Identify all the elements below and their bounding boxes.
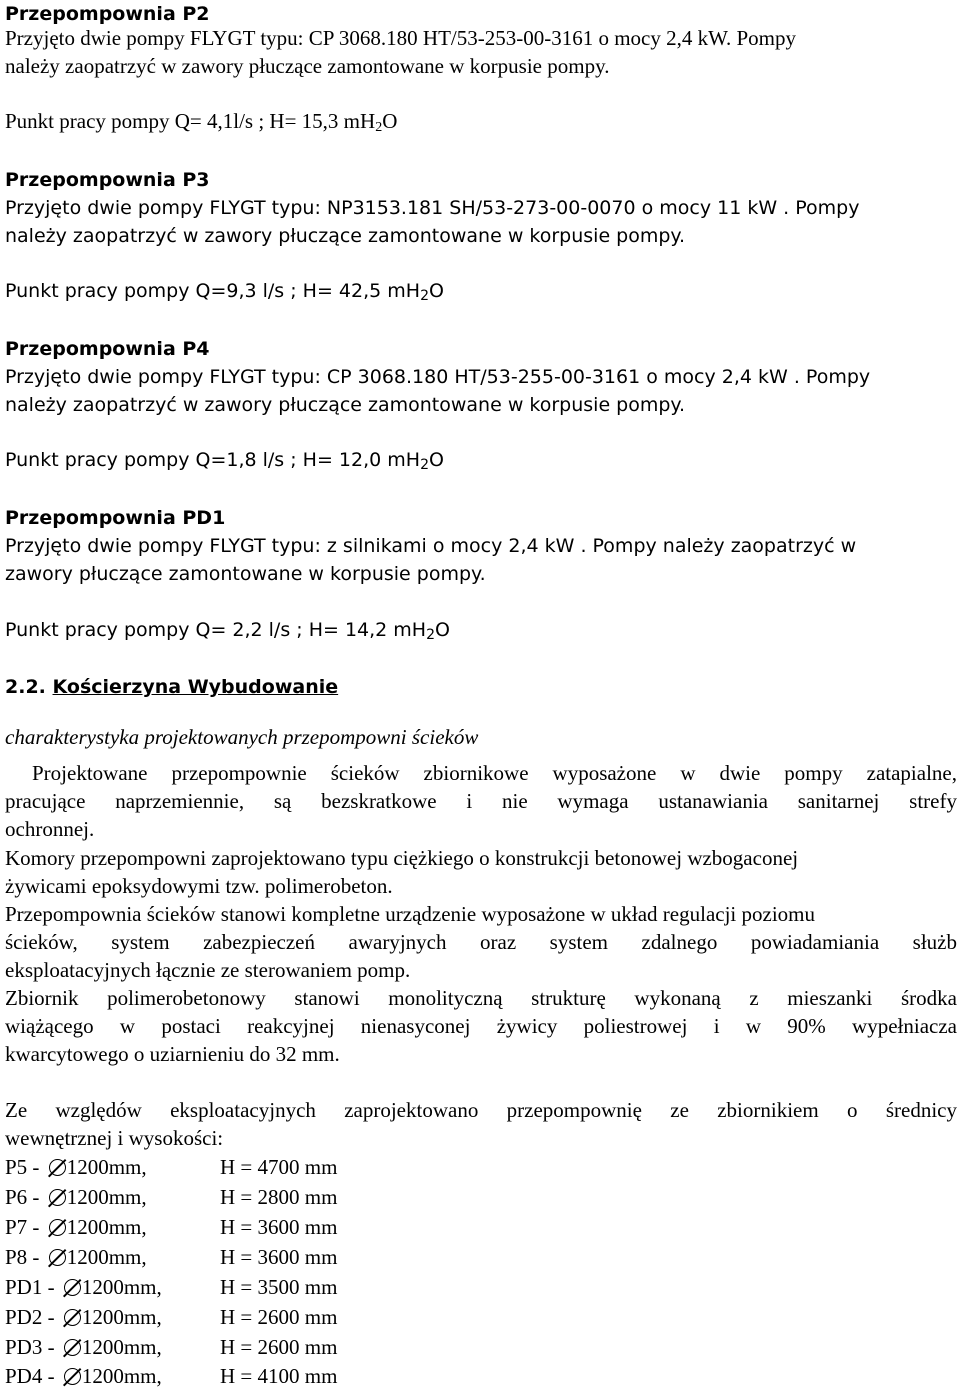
tank-height: H = 2600 mm bbox=[220, 1335, 338, 1359]
p3-desc-line1: Przyjęto dwie pompy FLYGT typu: NP3153.181 SH/53-273-00-0070 o mocy 11 kW . Pompy bbox=[5, 197, 860, 219]
pd1-work-sub: 2 bbox=[426, 627, 436, 643]
p3-work-sub: 2 bbox=[420, 288, 429, 304]
para4-line2: wiążącego w postaci reakcyjnej nienasyconej żywicy poliestrowej i w 90% wypełniacza bbox=[5, 1014, 957, 1038]
p3-desc-line2: należy zaopatrzyć w zawory płuczące zamontowane w korpusie pompy. bbox=[5, 225, 686, 247]
diameter-symbol-icon bbox=[49, 1219, 66, 1236]
tank-diameter: 1200mm, bbox=[66, 1245, 147, 1269]
tank-diameter: 1200mm, bbox=[81, 1364, 162, 1388]
pd1-work-point bbox=[5, 616, 957, 644]
heading-p4: Przepompownia P4 bbox=[5, 338, 210, 360]
tank-id: P8 - bbox=[5, 1245, 45, 1269]
para2-line1: Komory przepompowni zaprojektowano typu ciężkiego o konstrukcji betonowej wzbogaconej bbox=[5, 846, 799, 870]
tank-diameter: 1200mm, bbox=[81, 1305, 162, 1329]
heading-p2: Przepompownia P2 bbox=[5, 3, 210, 25]
para4-line1: Zbiornik polimerobetonowy stanowi monolityczną strukturę wykonaną z mieszanki środka bbox=[5, 986, 957, 1010]
para3-line3: eksploatacyjnych łącznie ze sterowaniem pomp. bbox=[5, 958, 411, 982]
tank-diameter: 1200mm, bbox=[81, 1335, 162, 1359]
diameter-symbol-icon bbox=[49, 1249, 66, 1266]
para1-line2: pracujące naprzemiennie, są bezskratkowe i nie wymaga ustanawiania sanitarnej strefy bbox=[5, 789, 957, 813]
section-subtitle: charakterystyka projektowanych przepompowni ścieków bbox=[5, 725, 479, 749]
para3-line2: ścieków, system zabezpieczeń awaryjnych oraz system zdalnego powiadamiania służb bbox=[5, 930, 957, 954]
p2-work-point bbox=[5, 107, 957, 135]
tank-id: PD1 - bbox=[5, 1275, 60, 1299]
p4-work-tail: O bbox=[428, 449, 444, 471]
p2-desc-line2: należy zaopatrzyć w zawory płuczące zamontowane w korpusie pompy. bbox=[5, 54, 610, 78]
p2-work-tail: O bbox=[382, 109, 398, 133]
section-title: Kościerzyna Wybudowanie bbox=[52, 676, 339, 698]
tank-height: H = 4100 mm bbox=[220, 1364, 338, 1388]
diameter-symbol-icon bbox=[49, 1189, 66, 1206]
p3-work-tail: O bbox=[428, 280, 444, 302]
tank-id: P5 - bbox=[5, 1155, 45, 1179]
para1-line3: ochronnej. bbox=[5, 817, 95, 841]
pd1-work-tail: O bbox=[435, 619, 450, 641]
para5-line1: Ze względów eksploatacyjnych zaprojektowano przepompownię ze zbiornikiem o średnicy bbox=[5, 1098, 957, 1122]
tank-height: H = 3600 mm bbox=[220, 1215, 338, 1239]
diameter-symbol-icon bbox=[49, 1159, 66, 1176]
p3-work-point bbox=[5, 277, 957, 305]
tank-height: H = 4700 mm bbox=[220, 1155, 338, 1179]
diameter-symbol-icon bbox=[64, 1368, 81, 1385]
diameter-symbol-icon bbox=[64, 1309, 81, 1326]
tank-diameter: 1200mm, bbox=[66, 1215, 147, 1239]
para4-line3: kwarcytowego o uziarnieniu do 32 mm. bbox=[5, 1042, 340, 1066]
pd1-desc-line2: zawory płuczące zamontowane w korpusie pompy. bbox=[5, 563, 486, 585]
tank-diameter: 1200mm, bbox=[66, 1155, 147, 1179]
p2-work-text: Punkt pracy pompy Q= 4,1l/s ; H= 15,3 mH bbox=[5, 109, 376, 133]
p2-desc-line1: Przyjęto dwie pompy FLYGT typu: CP 3068.180 HT/53-253-00-3161 o mocy 2,4 kW. Pompy bbox=[5, 26, 797, 50]
p4-desc-line2: należy zaopatrzyć w zawory płuczące zamontowane w korpusie pompy. bbox=[5, 394, 686, 416]
pd1-desc-line1: Przyjęto dwie pompy FLYGT typu: z silnikami o mocy 2,4 kW . Pompy należy zaopatrzyć w bbox=[5, 535, 857, 557]
diameter-symbol-icon bbox=[64, 1339, 81, 1356]
section-number: 2.2. bbox=[5, 676, 46, 698]
para1-line1: Projektowane przepompownie ścieków zbiornikowe wyposażone w dwie pompy zatapialne, bbox=[32, 761, 957, 785]
tank-id: PD2 - bbox=[5, 1305, 60, 1329]
tank-id: PD3 - bbox=[5, 1335, 60, 1359]
diameter-symbol-icon bbox=[64, 1279, 81, 1296]
p4-desc-line1: Przyjęto dwie pompy FLYGT typu: CP 3068.180 HT/53-255-00-3161 o mocy 2,4 kW . Pompy bbox=[5, 366, 871, 388]
para5-line2: wewnętrznej i wysokości: bbox=[5, 1126, 224, 1150]
tank-height: H = 3600 mm bbox=[220, 1245, 338, 1269]
p2-work-sub: 2 bbox=[375, 120, 383, 135]
tank-id: P7 - bbox=[5, 1215, 45, 1239]
heading-pd1: Przepompownia PD1 bbox=[5, 507, 226, 529]
p4-work-text: Punkt pracy pompy Q=1,8 l/s ; H= 12,0 mH bbox=[5, 449, 421, 471]
tank-id: P6 - bbox=[5, 1185, 45, 1209]
tank-diameter: 1200mm, bbox=[81, 1275, 162, 1299]
heading-p3: Przepompownia P3 bbox=[5, 169, 210, 191]
tank-diameter: 1200mm, bbox=[66, 1185, 147, 1209]
pd1-work-text: Punkt pracy pompy Q= 2,2 l/s ; H= 14,2 mH bbox=[5, 619, 427, 641]
tank-id: PD4 - bbox=[5, 1364, 60, 1388]
para3-line1: Przepompownia ścieków stanowi kompletne urządzenie wyposażone w układ regulacji poziomu bbox=[5, 902, 816, 926]
tank-height: H = 2600 mm bbox=[220, 1305, 338, 1329]
tank-height: H = 3500 mm bbox=[220, 1275, 338, 1299]
p4-work-point bbox=[5, 446, 957, 474]
para2-line2: żywicami epoksydowymi tzw. polimerobeton. bbox=[5, 874, 393, 898]
p3-work-text: Punkt pracy pompy Q=9,3 l/s ; H= 42,5 mH bbox=[5, 280, 421, 302]
section-heading bbox=[5, 673, 957, 701]
tank-height: H = 2800 mm bbox=[220, 1185, 338, 1209]
p4-work-sub: 2 bbox=[420, 457, 429, 473]
